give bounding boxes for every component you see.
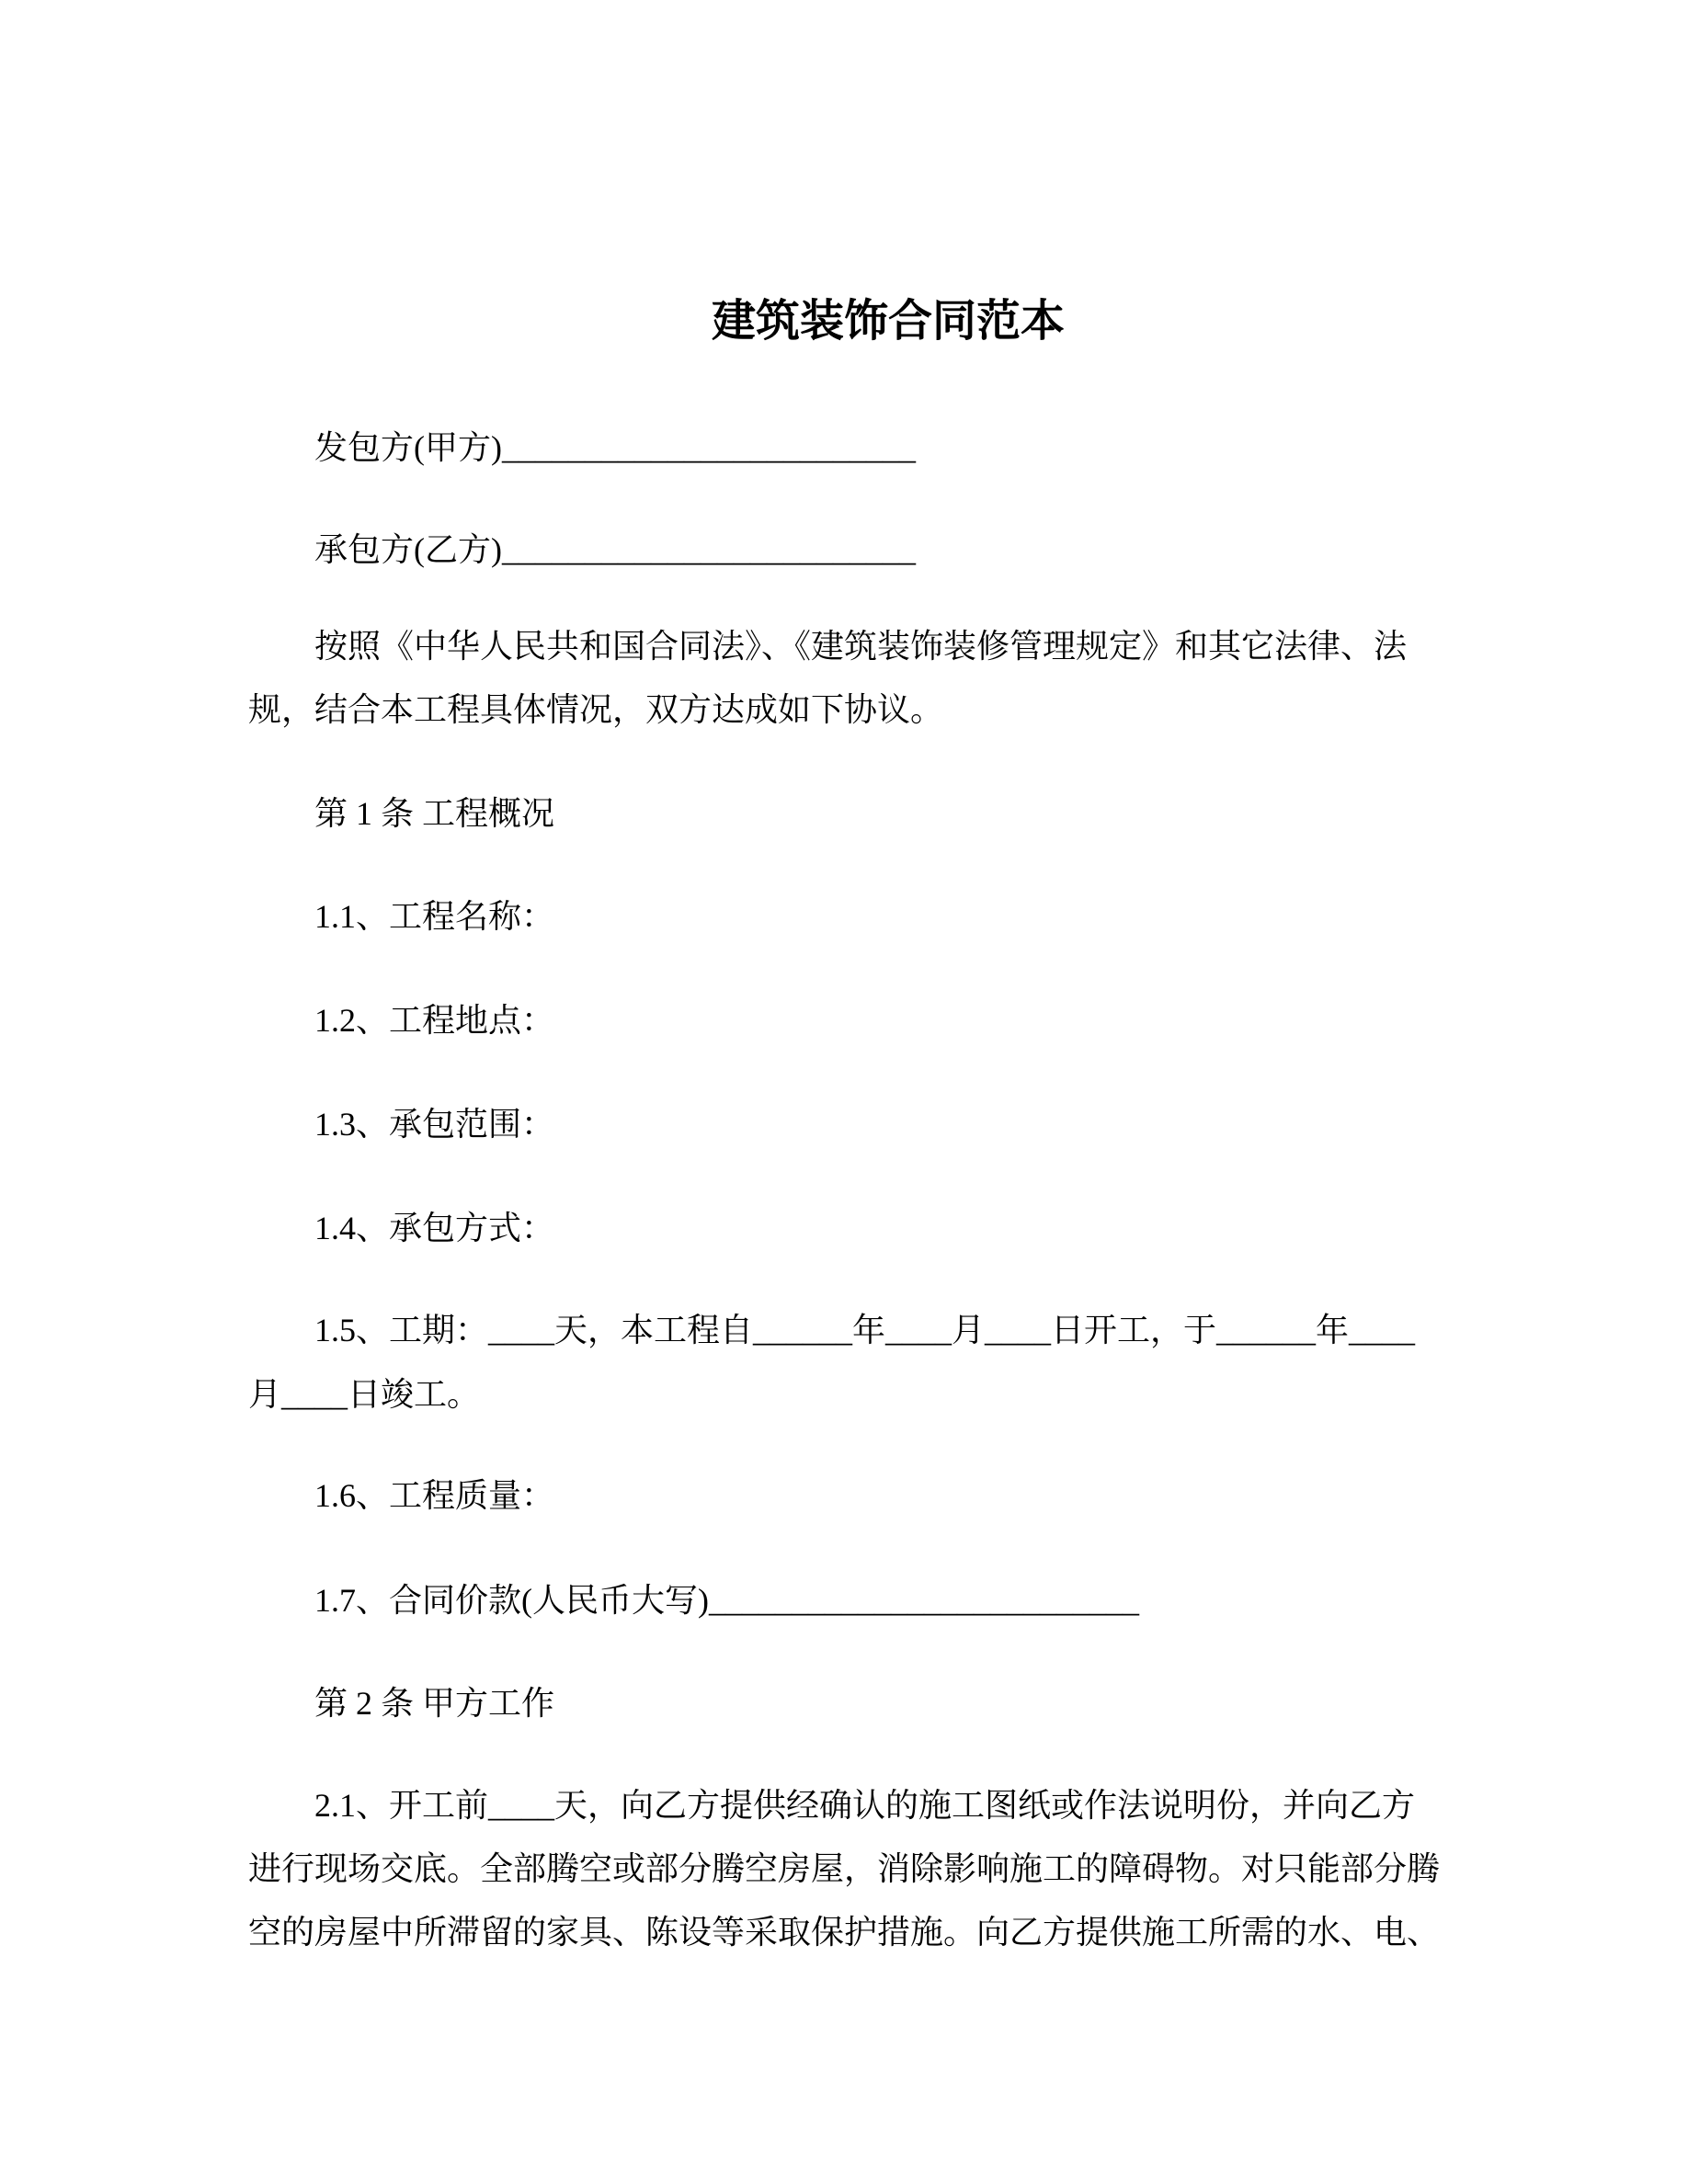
item-2-1-line-1: 2.1、开工前____天，向乙方提供经确认的施工图纸或作法说明份，并向乙方	[314, 1787, 1416, 1824]
item-2-1-line-3: 空的房屋中所滞留的家具、陈设等采取保护措施。向乙方提供施工所需的水、电、	[248, 1914, 1441, 1951]
preamble-line-2: 规，结合本工程具体情况，双方达成如下协议。	[248, 691, 944, 728]
section-2-heading: 第 2 条 甲方工作	[314, 1685, 555, 1722]
item-1-2: 1.2、工程地点：	[314, 1002, 555, 1039]
item-1-4: 1.4、承包方式：	[314, 1210, 555, 1246]
item-1-1: 1.1、工程名称：	[314, 898, 555, 935]
item-1-6: 1.6、工程质量：	[314, 1477, 555, 1514]
doc-title: 建筑装饰合同范本	[711, 297, 1065, 346]
item-1-7: 1.7、合同价款(人民币大写)__________________________	[314, 1582, 1139, 1619]
item-1-5-line-1: 1.5、工期：____天，本工程自______年____月____日开工，于______年____	[314, 1312, 1416, 1348]
party-a-line: 发包方(甲方)_________________________	[314, 429, 916, 466]
item-2-1-line-2: 进行现场交底。全部腾空或部分腾空房屋，消除影响施工的障碍物。对只能部分腾	[248, 1850, 1441, 1887]
section-1-heading: 第 1 条 工程概况	[314, 795, 555, 832]
item-1-3: 1.3、承包范围：	[314, 1106, 555, 1143]
preamble-line-1: 按照《中华人民共和国合同法》、《建筑装饰装修管理规定》和其它法律、法	[314, 628, 1408, 665]
item-1-5-line-2: 月____日竣工。	[248, 1376, 481, 1413]
party-b-line: 承包方(乙方)_________________________	[314, 531, 916, 568]
